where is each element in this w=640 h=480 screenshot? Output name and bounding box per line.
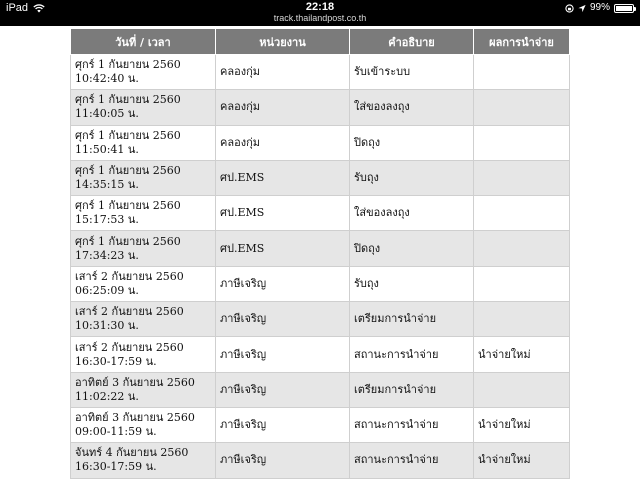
cell-time: 10:42:40 น. (75, 72, 139, 86)
cell-result (474, 196, 570, 231)
cell-date: ศุกร์ 1 กันยายน 2560 (75, 58, 181, 72)
cell-time: 17:34:23 น. (75, 248, 139, 262)
status-right (565, 1, 634, 15)
table-row (71, 55, 570, 90)
table-row (71, 372, 570, 407)
cell-time: 16:30-17:59 น. (75, 354, 157, 368)
cell-description: เตรียมการนำจ่าย (350, 372, 474, 407)
cell-date-time (71, 302, 216, 337)
cell-result (474, 125, 570, 160)
cell-office: ศป.EMS (216, 196, 350, 231)
cell-description: ใส่ของลงถุง (350, 196, 474, 231)
cell-time: 11:40:05 น. (75, 107, 139, 121)
cell-date: ศุกร์ 1 กันยายน 2560 (75, 93, 181, 107)
table-row (71, 302, 570, 337)
header-date-time: วันที่ / เวลา (71, 29, 216, 55)
cell-office: ภาษีเจริญ (216, 407, 350, 442)
cell-date-time (71, 90, 216, 125)
cell-date-time (71, 55, 216, 90)
cell-result: นำจ่ายใหม่ (474, 337, 570, 372)
cell-date-time (71, 443, 216, 478)
cell-date-time (71, 266, 216, 301)
cell-office: ภาษีเจริญ (216, 302, 350, 337)
cell-result: นำจ่ายใหม่ (474, 407, 570, 442)
battery-fill (616, 6, 632, 11)
header-office: หน่วยงาน (216, 29, 350, 55)
battery-percent: 99% (589, 2, 610, 13)
cell-time: 11:50:41 น. (75, 142, 139, 156)
cell-time: 06:25:09 น. (75, 283, 139, 297)
cell-time: 14:35:15 น. (75, 178, 139, 192)
cell-date-time (71, 407, 216, 442)
cell-description: เตรียมการนำจ่าย (350, 302, 474, 337)
cell-description: รับถุง (350, 266, 474, 301)
cell-time: 16:30-17:59 น. (75, 460, 157, 474)
cell-date: เสาร์ 2 กันยายน 2560 (75, 340, 184, 354)
cell-office: ภาษีเจริญ (216, 266, 350, 301)
cell-date: เสาร์ 2 กันยายน 2560 (75, 269, 184, 283)
table-row (71, 196, 570, 231)
cell-date-time (71, 337, 216, 372)
cell-result (474, 302, 570, 337)
cell-office: คลองกุ่ม (216, 125, 350, 160)
cell-date: ศุกร์ 1 กันยายน 2560 (75, 164, 181, 178)
cell-office: ภาษีเจริญ (216, 337, 350, 372)
cell-time: 11:02:22 น. (75, 389, 139, 403)
cell-date: ศุกร์ 1 กันยายน 2560 (75, 128, 181, 142)
table-row (71, 90, 570, 125)
table-row (71, 443, 570, 478)
cell-result (474, 372, 570, 407)
location-arrow-icon (578, 4, 586, 13)
table-row (71, 266, 570, 301)
cell-result: นำจ่ายใหม่ (474, 443, 570, 478)
table-row (71, 160, 570, 195)
cell-date-time (71, 196, 216, 231)
cell-date-time (71, 372, 216, 407)
cell-date: อาทิตย์ 3 กันยายน 2560 (75, 375, 195, 389)
cell-date: ศุกร์ 1 กันยายน 2560 (75, 199, 181, 213)
header-delivery-result: ผลการนำจ่าย (474, 29, 570, 55)
cell-office: คลองกุ่ม (216, 55, 350, 90)
cell-office: ศป.EMS (216, 231, 350, 266)
cell-time: 10:31:30 น. (75, 319, 139, 333)
page-content (0, 26, 640, 480)
cell-description: ปิดถุง (350, 125, 474, 160)
cell-date: อาทิตย์ 3 กันยายน 2560 (75, 411, 195, 425)
cell-date-time (71, 125, 216, 160)
cell-result (474, 160, 570, 195)
device-name: iPad (6, 2, 29, 14)
cell-office: ศป.EMS (216, 160, 350, 195)
cell-date: ศุกร์ 1 กันยายน 2560 (75, 234, 181, 248)
status-bar (0, 0, 640, 26)
cell-description: ปิดถุง (350, 231, 474, 266)
battery-icon (614, 4, 634, 13)
table-row (71, 407, 570, 442)
cell-time: 15:17:53 น. (75, 213, 139, 227)
cell-time: 09:00-11:59 น. (75, 425, 157, 439)
tracking-table (70, 28, 570, 479)
url-bar[interactable]: track.thailandpost.co.th (273, 13, 367, 23)
table-row (71, 125, 570, 160)
cell-office: ภาษีเจริญ (216, 443, 350, 478)
cell-date-time (71, 231, 216, 266)
table-row (71, 231, 570, 266)
cell-office: คลองกุ่ม (216, 90, 350, 125)
cell-date: เสาร์ 2 กันยายน 2560 (75, 305, 184, 319)
cell-office: ภาษีเจริญ (216, 372, 350, 407)
cell-description: ใส่ของลงถุง (350, 90, 474, 125)
table-row (71, 337, 570, 372)
table-header-row (71, 29, 570, 55)
cell-result (474, 231, 570, 266)
cell-date: จันทร์ 4 กันยายน 2560 (75, 446, 189, 460)
cell-description: รับถุง (350, 160, 474, 195)
cell-result (474, 266, 570, 301)
rotation-lock-icon (565, 4, 574, 13)
cell-result (474, 55, 570, 90)
cell-date-time (71, 160, 216, 195)
header-description: คำอธิบาย (350, 29, 474, 55)
cell-description: รับเข้าระบบ (350, 55, 474, 90)
cell-result (474, 90, 570, 125)
clock: 22:18 (305, 1, 335, 13)
cell-description: สถานะการนำจ่าย (350, 337, 474, 372)
cell-description: สถานะการนำจ่าย (350, 407, 474, 442)
cell-description: สถานะการนำจ่าย (350, 443, 474, 478)
